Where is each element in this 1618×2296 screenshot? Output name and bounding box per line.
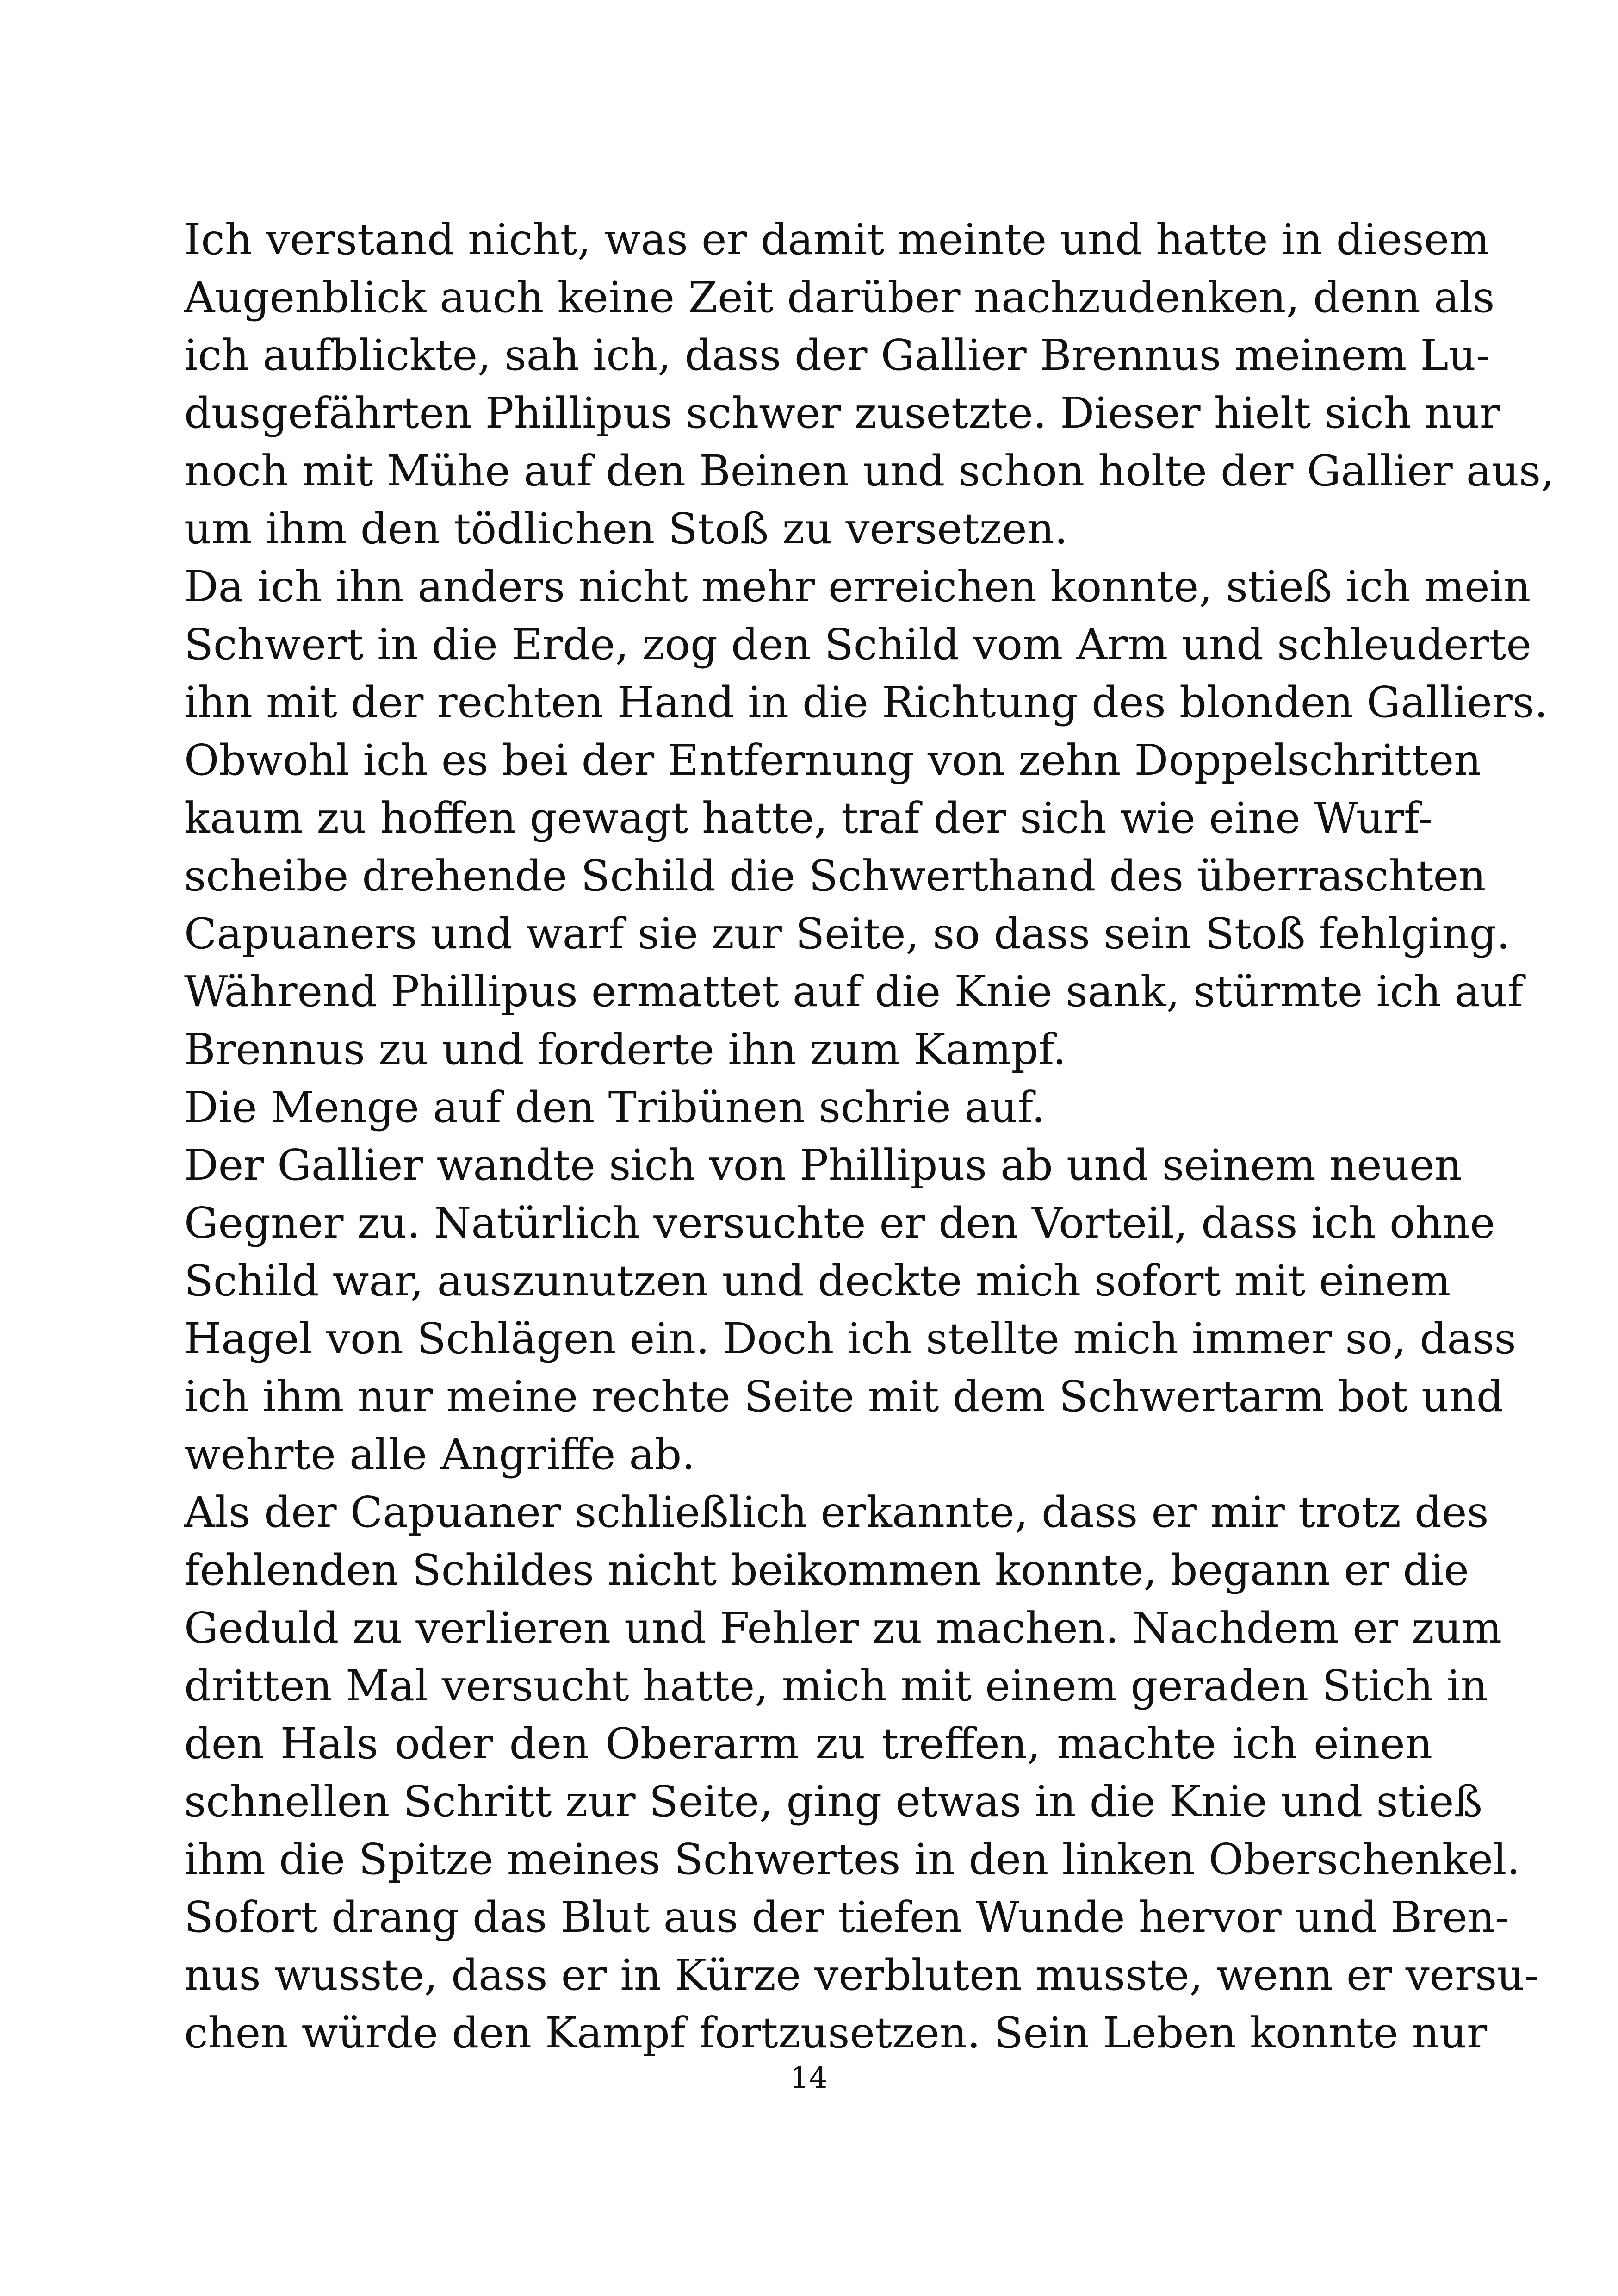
text-line: wehrte alle Angriffe ab. [184,1430,695,1479]
page-number: 14 [790,2061,828,2095]
paragraph-1 [170,211,1555,558]
text-line: scheibe drehende Schild die Schwerthand des überraschten [184,851,1486,901]
text-line: Capuaners und warf sie zur Seite, so dass sein Stoß fehlging. [184,909,1510,958]
text-line: Hagel von Schlägen ein. Doch ich stellte mich immer so, dass [184,1314,1516,1363]
paragraph-7 [170,1888,1539,2062]
paragraph-2 [170,558,1548,731]
text-line: nus wusste, dass er in Kürze verbluten musste, wenn er versu- [184,1950,1539,2000]
text-line: den Hals oder den Oberarm zu treffen, machte ich einen [184,1719,1432,1768]
paragraph-3 [170,731,1524,1078]
text-line: Der Gallier wandte sich von Phillipus ab und seinem neuen [184,1140,1462,1190]
text-line: Während Phillipus ermattet auf die Knie sank, stürmte ich auf [184,967,1524,1016]
text-line: chen würde den Kampf fortzusetzen. Sein Leben konnte nur [184,2008,1488,2058]
text-line: Als der Capuaner schließlich erkannte, dass er mir trotz des [184,1487,1489,1537]
paragraph-6 [170,1483,1520,1888]
text-line: Ich verstand nicht, was er damit meinte und hatte in diesem [184,215,1490,264]
text-line: schnellen Schritt zur Seite, ging etwas in die Knie und stieß [184,1777,1482,1826]
text-line: ihn mit der rechten Hand in die Richtung des blonden Galliers. [184,678,1548,727]
text-line: Geduld zu verlieren und Fehler zu machen. Nachdem er zum [184,1603,1502,1653]
text-line: Brennus zu und forderte ihn zum Kampf. [184,1025,1066,1074]
text-line: Obwohl ich es bei der Entfernung von zehn Doppelschritten [184,735,1482,785]
text-line: noch mit Mühe auf den Beinen und schon holte der Gallier aus, [184,446,1555,496]
text-line: ich aufblickte, sah ich, dass der Gallier Brennus meinem Lu- [184,330,1490,380]
text-line: Da ich ihn anders nicht mehr erreichen konnte, stieß ich mein [184,562,1531,611]
text-line: dritten Mal versucht hatte, mich mit einem geraden Stich in [184,1661,1488,1711]
text-line: Augenblick auch keine Zeit darüber nachzudenken, denn als [184,273,1495,322]
text-line: fehlenden Schildes nicht beikommen konnte, begann er die [184,1545,1469,1595]
text-line: Schild war, auszunutzen und deckte mich sofort mit einem [184,1256,1451,1306]
body-text [170,211,1555,2062]
text-line: um ihm den tödlichen Stoß zu versetzen. [184,504,1068,554]
text-line: Sofort drang das Blut aus der tiefen Wunde hervor und Bren- [184,1892,1509,1942]
paragraph-4 [170,1078,1432,1136]
text-line: Gegner zu. Natürlich versuchte er den Vorteil, dass ich ohne [184,1198,1495,1248]
paragraph-5 [170,1136,1516,1483]
text-line: dusgefährten Phillipus schwer zusetzte. Dieser hielt sich nur [184,388,1500,438]
text-line: Schwert in die Erde, zog den Schild vom Arm und schleuderte [184,620,1531,669]
text-line: Die Menge auf den Tribünen schrie auf. [184,1083,1045,1132]
text-line: ich ihm nur meine rechte Seite mit dem Schwertarm bot und [184,1372,1504,1421]
text-line: kaum zu hoffen gewagt hatte, traf der sich wie eine Wurf- [184,793,1432,843]
text-line: ihm die Spitze meines Schwertes in den linken Oberschenkel. [184,1835,1520,1884]
